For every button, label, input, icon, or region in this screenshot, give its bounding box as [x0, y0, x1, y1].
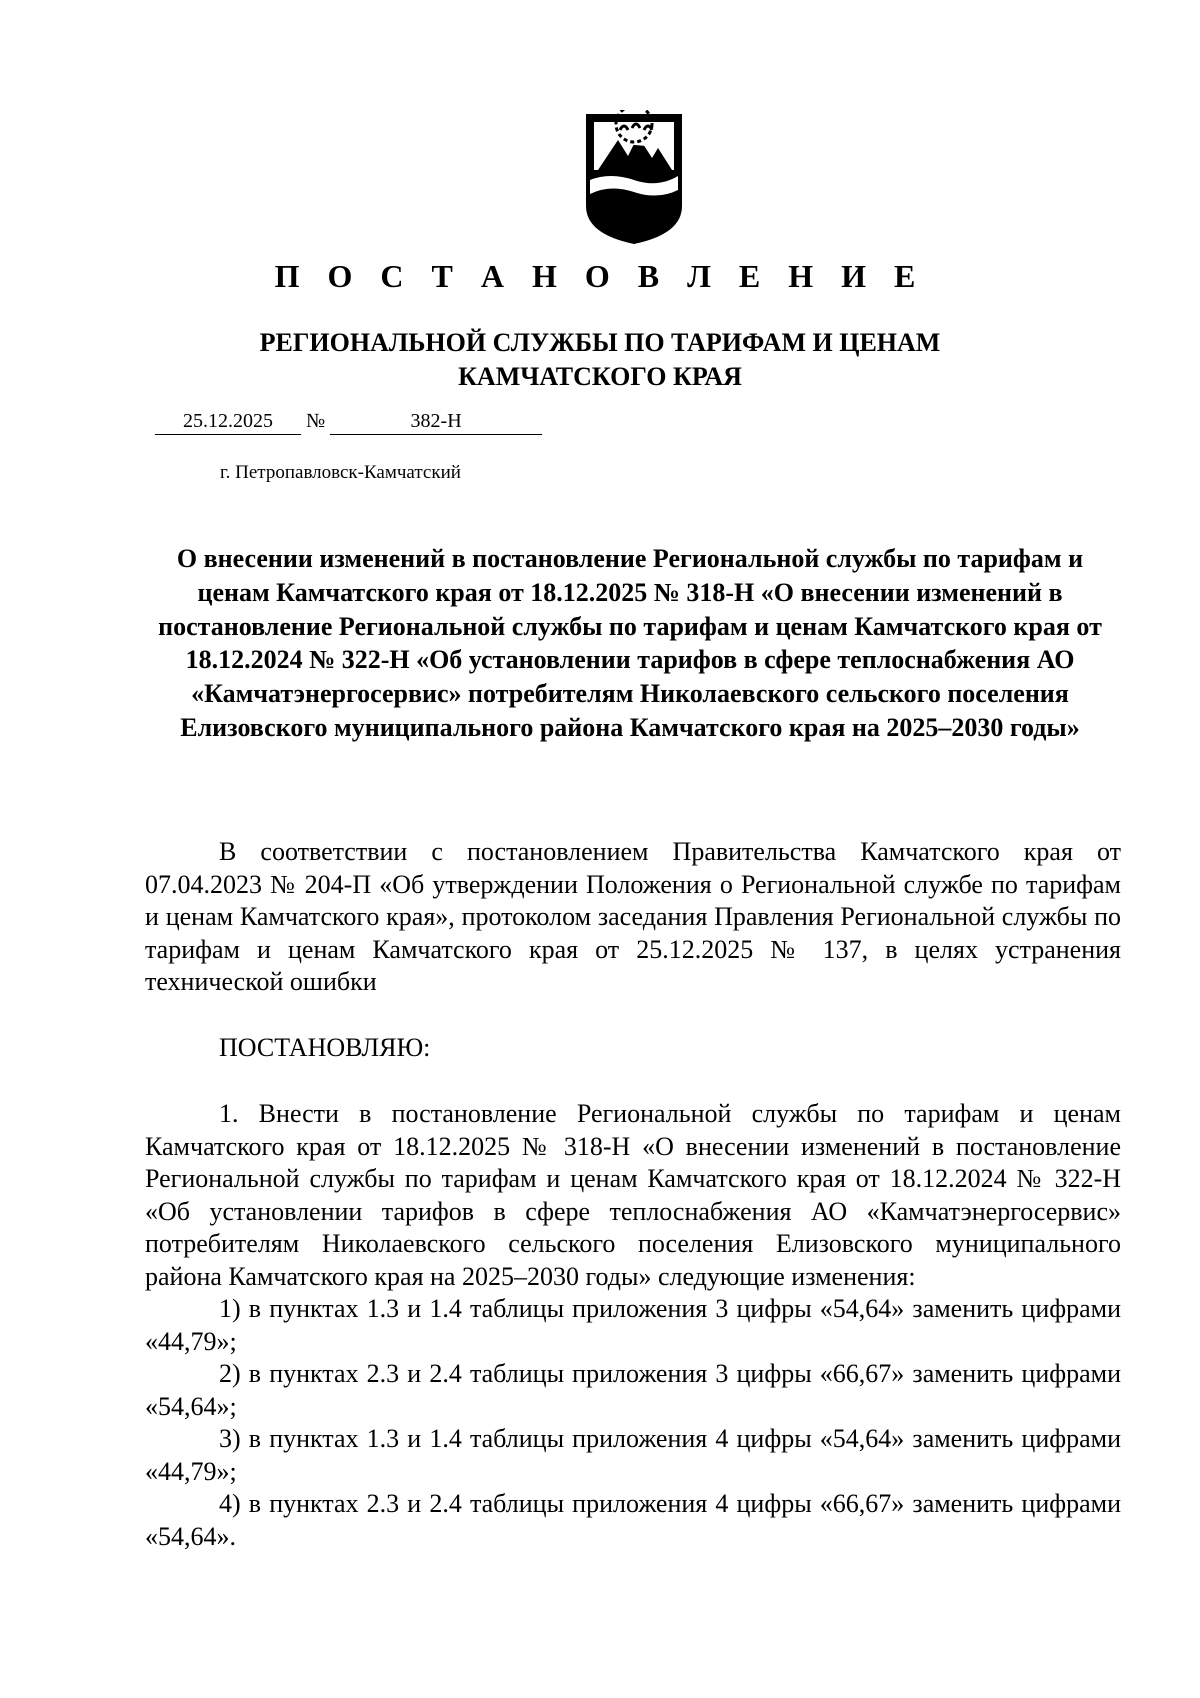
issuer-name [0, 326, 1200, 394]
basis-paragraph: В соответствии с постановлением Правительства Камчатского края от 07.04.2023 № 204-П «Об утверждении Положения о Региональной службе по тарифам и ценам Камчатского края», протоколом заседания Правления Региональной службы по тарифам и ценам Камчатского края от 25.12.2025 № 137, в целях устранения технической ошибки [145, 837, 1121, 996]
number-label: № [306, 410, 326, 432]
issuer-line-2: КАМЧАТСКОГО КРАЯ [458, 362, 742, 391]
date-number-line [155, 410, 542, 436]
issuer-line-1: РЕГИОНАЛЬНОЙ СЛУЖБЫ ПО ТАРИФАМ И ЦЕНАМ [259, 328, 941, 357]
change-item: 4) в пунктах 2.3 и 2.4 таблицы приложения 4 цифры «66,67» заменить цифрами «54,64». [145, 1489, 1121, 1551]
resolve-heading: ПОСТАНОВЛЯЮ: [219, 1033, 431, 1062]
change-item: 3) в пунктах 1.3 и 1.4 таблицы приложения 4 цифры «54,64» заменить цифрами «44,79»; [145, 1424, 1121, 1486]
document-date: 25.12.2025 [155, 410, 301, 435]
change-item: 1) в пунктах 1.3 и 1.4 таблицы приложения 3 цифры «54,64» заменить цифрами «44,79»; [145, 1294, 1121, 1356]
city: г. Петропавловск-Камчатский [220, 462, 461, 483]
resolution-item-1 [145, 1098, 1121, 1553]
coat-of-arms-icon [580, 110, 688, 246]
document-subject: О внесении изменений в постановление Региональной службы по тарифам и ценам Камчатского края от 18.12.2025 № 318-Н «О внесении изменений в постановление Региональной службы по тарифам и ценам Камчатского края от 18.12.2024 № 322-Н «Об установлении тарифов в сфере теплоснабжения АО «Камчатэнергосервис» потребителям Николаевского сельского поселения Елизовского муниципального района Камчатского края на 2025–2030 годы» [158, 544, 1102, 742]
change-item: 2) в пунктах 2.3 и 2.4 таблицы приложения 3 цифры «66,67» заменить цифрами «54,64»; [145, 1359, 1121, 1421]
item-1-text: 1. Внести в постановление Региональной службы по тарифам и ценам Камчатского края от 18.12.2025 № 318-Н «О внесении изменений в постановление Региональной службы по тарифам и ценам Камчатского края от 18.12.2024 № 322-Н «Об установлении тарифов в сфере теплоснабжения АО «Камчатэнергосервис» потребителям Николаевского сельского поселения Елизовского муниципального района Камчатского края на 2025–2030 годы» следующие изменения: [145, 1099, 1121, 1291]
document-number: 382-Н [330, 410, 542, 435]
legal-basis [145, 836, 1121, 999]
document-title: П О С Т А Н О В Л Е Н И Е [274, 258, 926, 294]
